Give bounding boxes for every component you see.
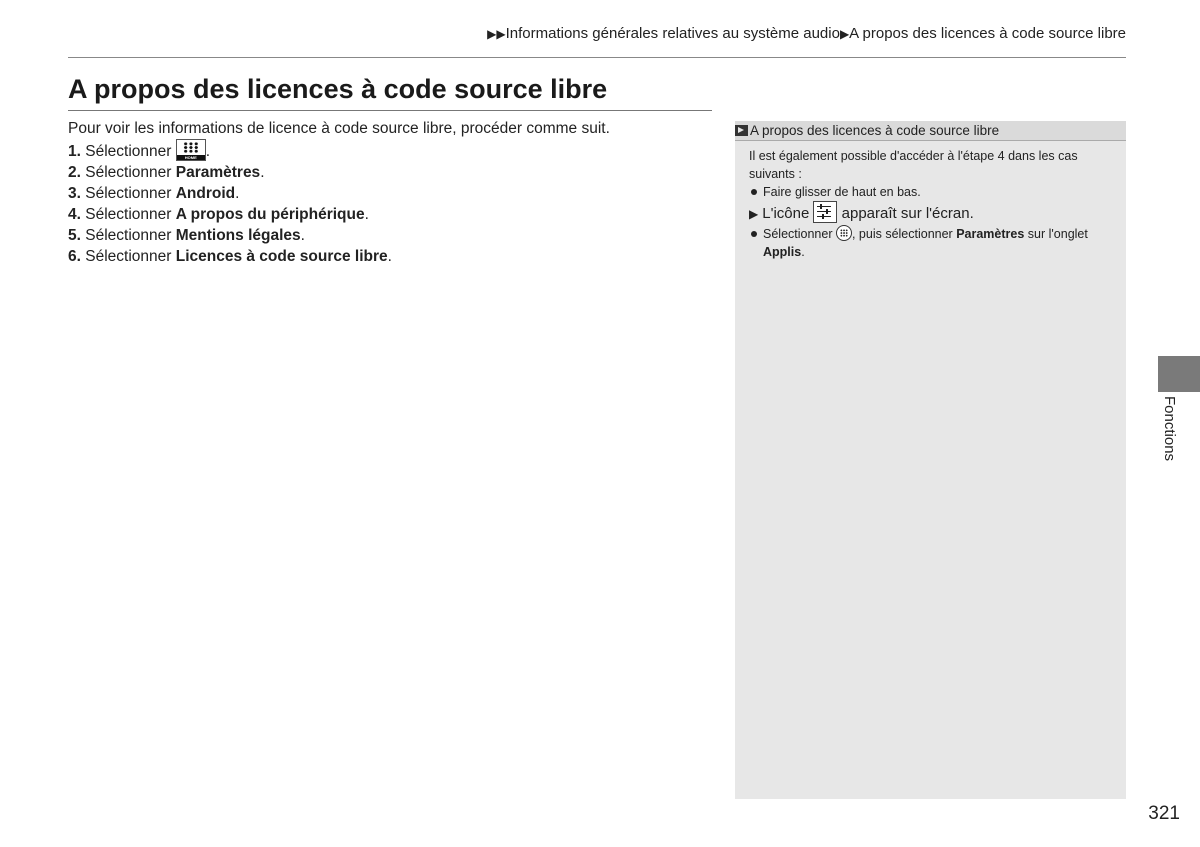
step-item: 6. Sélectionner Licences à code source libre. (68, 248, 392, 265)
side-note-bullet: Sélectionner , puis sélectionner Paramètres sur l'onglet Applis. (749, 225, 1112, 261)
triangle-right-icon: ▶▶ (487, 27, 506, 41)
quick-settings-icon (813, 201, 837, 223)
side-note-bullet: Faire glisser de haut en bas. (749, 183, 1112, 201)
main-content (68, 118, 708, 267)
side-note-body (735, 141, 1126, 261)
intro-text: Pour voir les informations de licence à code source libre, procéder comme suit. (68, 120, 610, 137)
apps-icon (836, 225, 852, 241)
page-number: 321 (1148, 803, 1180, 824)
step-item: 4. Sélectionner A propos du périphérique. (68, 206, 369, 223)
page-title: A propos des licences à code source libre (68, 74, 608, 104)
breadcrumb-item[interactable]: Informations générales relatives au système audio (505, 25, 840, 42)
side-note-result: ▶ L'icône apparaît sur l'écran. (749, 201, 1112, 225)
title-divider (68, 110, 712, 111)
chapter-label: Fonctions (1161, 396, 1178, 462)
header-divider (68, 57, 1126, 58)
triangle-right-icon: ▶ (839, 27, 850, 41)
step-item: 3. Sélectionner Android. (68, 185, 240, 202)
breadcrumb-item-current: A propos des licences à code source libre (849, 25, 1126, 42)
step-item: 2. Sélectionner Paramètres. (68, 164, 265, 181)
breadcrumb (487, 25, 1126, 42)
chapter-tab[interactable] (1158, 356, 1200, 392)
triangle-right-icon: ▶ (749, 207, 759, 221)
reference-arrow-icon (735, 125, 748, 136)
step-item: 1. Sélectionner HOME . (68, 139, 708, 162)
side-note-heading: A propos des licences à code source libre (735, 121, 1126, 141)
step-item: 5. Sélectionner Mentions légales. (68, 227, 305, 244)
home-button-icon: HOME (176, 139, 206, 161)
side-note-panel (735, 121, 1126, 799)
side-note-text: Il est également possible d'accéder à l'étape 4 dans les cas suivants : (749, 149, 1078, 181)
step-list (68, 139, 708, 267)
